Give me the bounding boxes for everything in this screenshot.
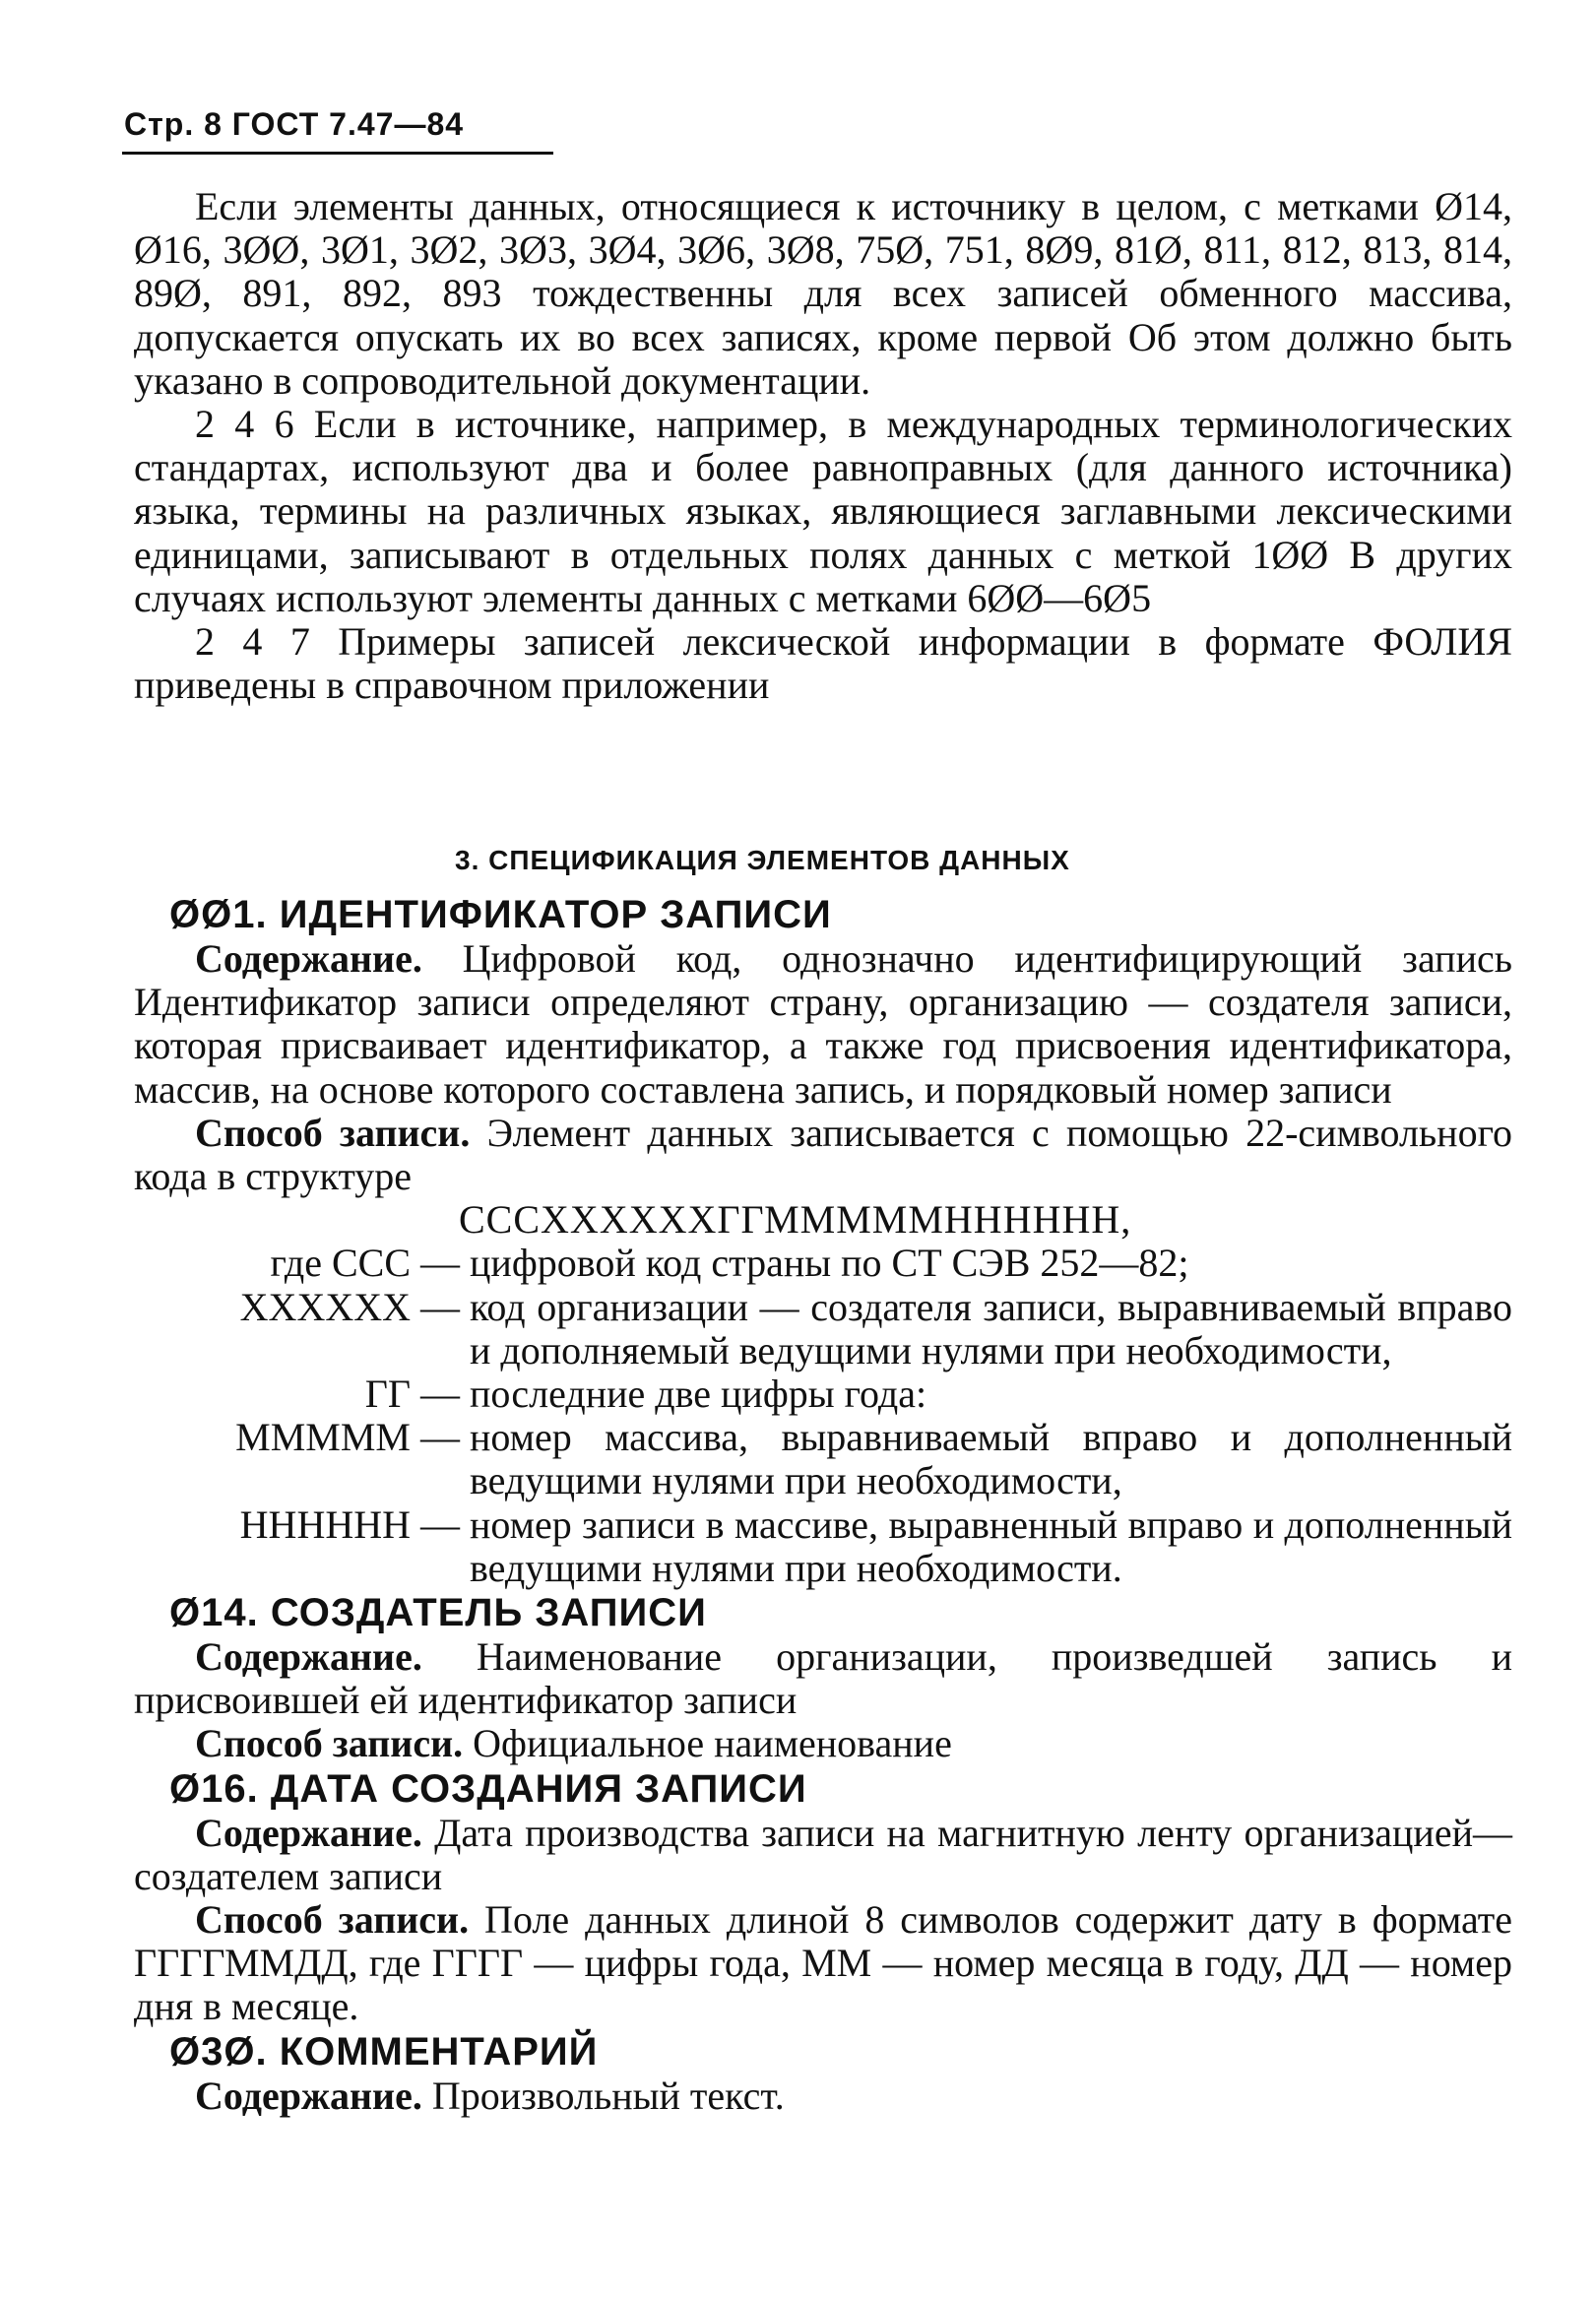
- definition-row: [134, 1372, 1512, 1416]
- definition-term: ГГ —: [364, 1372, 460, 1417]
- header-rule: [122, 152, 553, 155]
- definition-text: последние две цифры года:: [470, 1372, 927, 1417]
- field-heading-001: ØØ1. ИДЕНТИФИКАТОР ЗАПИСИ: [169, 893, 832, 936]
- definition-text: код организации — создателя записи, выравниваемый вправо и дополняемый ведущими нулями при необходимости,: [470, 1284, 1512, 1372]
- content-paragraph: [134, 937, 1512, 1112]
- content-label: Содержание.: [195, 936, 422, 981]
- content-paragraph: [134, 1812, 1512, 1898]
- content-paragraph: [134, 2075, 1512, 2118]
- field-heading-014: Ø14. СОЗДАТЕЛЬ ЗАПИСИ: [169, 1591, 707, 1635]
- content-label: Содержание.: [195, 1634, 422, 1680]
- definition-row: [134, 1416, 1512, 1502]
- definition-row: [134, 1242, 1512, 1285]
- definition-text: номер массива, выравниваемый вправо и дополненный ведущими нулями при необходимости,: [470, 1415, 1512, 1503]
- field-specifications: [134, 892, 1512, 2118]
- content-text: Наименование организации, произведшей запись и присвоившей ей идентификатор записи: [134, 1634, 1512, 1723]
- definition-text: цифровой код страны по СТ СЭВ 252—82;: [470, 1241, 1189, 1286]
- content-label: Содержание.: [195, 1810, 422, 1855]
- method-paragraph: [134, 1112, 1512, 1198]
- content-label: Содержание.: [195, 2073, 422, 2118]
- definition-term: НННННН —: [239, 1501, 460, 1547]
- method-paragraph: [134, 1722, 1512, 1765]
- field-heading-016: Ø16. ДАТА СОЗДАНИЯ ЗАПИСИ: [169, 1766, 807, 1811]
- method-label: Способ записи.: [195, 1721, 464, 1766]
- content-text: Дата производства записи на магнитную ленту организацией—создателем записи: [134, 1810, 1512, 1898]
- method-text: Официальное наименование: [463, 1721, 952, 1766]
- content-paragraph: [134, 1635, 1512, 1722]
- definition-term: где ССС —: [270, 1241, 460, 1286]
- method-text: Поле данных длиной 8 символов содержит дату в формате ГГГГММДД, где ГГГГ — цифры года, ММ — номер месяца в году, ДД — номер дня в месяце.: [134, 1897, 1512, 2029]
- method-label: Способ записи.: [195, 1110, 471, 1155]
- section-title: 3. СПЕЦИФИКАЦИЯ ЭЛЕМЕНТОВ ДАННЫХ: [455, 845, 1070, 875]
- paragraph: 2 4 7 Примеры записей лексической информации в формате ФОЛИЯ приведены в справочном приложении: [134, 619, 1512, 708]
- method-text: Элемент данных записывается с помощью 22-символьного кода в структуре: [134, 1110, 1512, 1199]
- method-label: Способ записи.: [195, 1897, 470, 1943]
- code-structure: СССXXXXXXГГММММMНННННН,: [459, 1197, 1132, 1243]
- method-paragraph: [134, 1898, 1512, 2029]
- content-text: Произвольный текст.: [421, 2073, 785, 2118]
- paragraph: 2 4 6 Если в источнике, например, в международных терминологических стандартах, используют два и более равноправных (для данного источника) языка, термины на различных языках, являющиеся заглавными лексическими единицами, записывают в отдельных полях данных с меткой 1ØØ В других случаях используют элементы данных с метками 6ØØ—6Ø5: [134, 402, 1512, 620]
- field-heading-030: Ø3Ø. КОММЕНТАРИЙ: [169, 2029, 599, 2074]
- paragraph: Если элементы данных, относящиеся к источнику в целом, с метками Ø14, Ø16, 3ØØ, 3Ø1, 3Ø2, 3Ø3, 3Ø4, 3Ø6, 3Ø8, 75Ø, 751, 8Ø9, 81Ø, 811, 812, 813, 814, 89Ø, 891, 892, 893 тождественны для всех записей обменного массива, допускается опускать их во всех записях, кроме первой Об этом должно быть указано в сопроводительной документации.: [134, 184, 1512, 403]
- content-text: Цифровой код, однозначно идентифицирующий запись Идентификатор записи определяют страну, организацию — создателя записи, которая присваивает идентификатор, а также год присвоения идентификатора, массив, на основе которого составлена запись, и порядковый номер записи: [134, 936, 1512, 1112]
- definition-term: XXXXXX —: [239, 1284, 460, 1329]
- page-header: Стр. 8 ГОСТ 7.47—84: [124, 106, 465, 142]
- definition-term: ММММM —: [235, 1415, 460, 1460]
- definition-row: [134, 1503, 1512, 1590]
- definition-text: номер записи в массиве, выравненный вправо и дополненный ведущими нулями при необходимости.: [470, 1501, 1512, 1590]
- intro-text: [134, 185, 1512, 707]
- definition-row: [134, 1286, 1512, 1372]
